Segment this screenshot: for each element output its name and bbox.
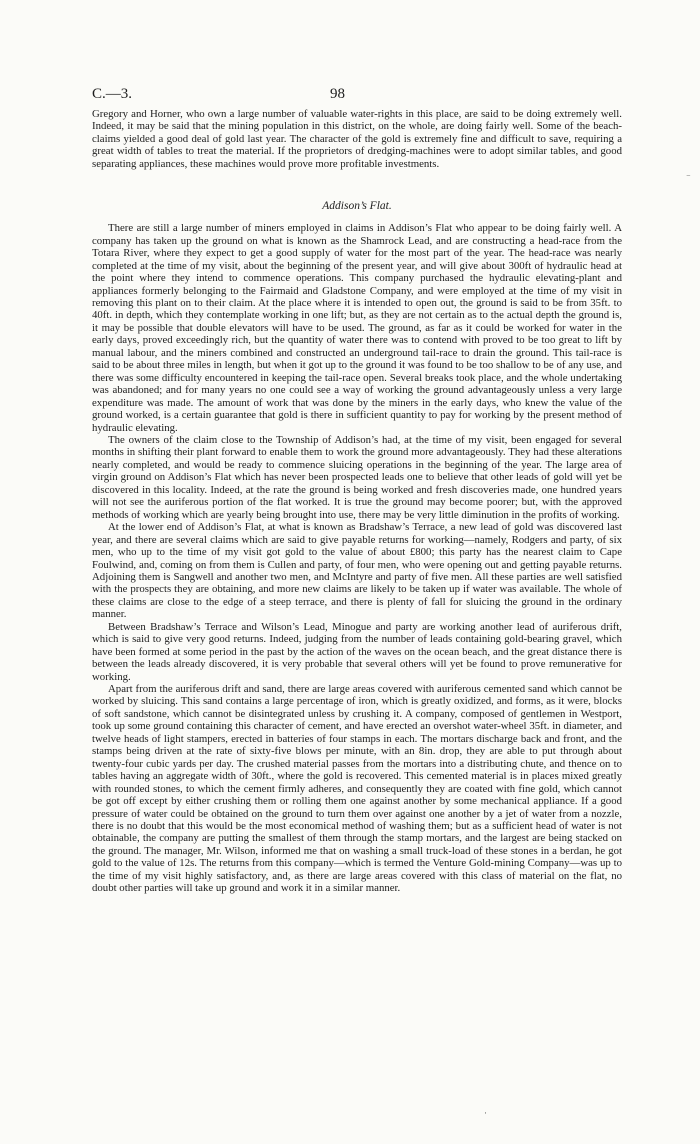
body-paragraph-3: At the lower end of Addison’s Flat, at what is known as Bradshaw’s Terrace, a new lead of gold was discovered last year, and there are several claims which are said to give payable returns for working—namely, Rodgers and party, of six men, who up to the time of my visit got gold to the value of about £800; this party has the nearest claim to Cape Foulwind, and, coming on from them is Cullen and party, of four men, who were opening out and getting payable returns. Adjoining them is Sangwell and another two men, and McIntyre and party of five men. All these parties are well satisfied with the prospects they are obtaining, and more new claims are likely to be taken up if water was available. The whole of these claims are close to the edge of a steep terrace, and there is plenty of fall for sluicing the ground in the ordinary manner. bbox=[92, 521, 622, 621]
body-paragraph-2: The owners of the claim close to the Township of Addison’s had, at the time of my visit, been engaged for several months in shifting their plant forward to enable them to work the ground more advantageously. They had these alterations nearly completed, and would be ready to commence sluicing operations in the beginning of the year. The large area of virgin ground on Addison’s Flat which has never been prospected leads one to believe that other leads of gold will yet be discovered in this locality. Indeed, at the rate the ground is being worked and fresh discoveries made, one hundred years will not see the auriferous portion of the flat worked. It is true the ground may become poorer; but, with the approved methods of working which are yearly being brought into use, there may be very little diminution in the profits of working. bbox=[92, 433, 622, 521]
page-number: 98 bbox=[330, 86, 345, 102]
page-header bbox=[0, 86, 700, 106]
body-paragraph-5: Apart from the auriferous drift and sand, there are large areas covered with auriferous cemented sand which cannot be worked by sluicing. This sand contains a large percentage of iron, which is greatly oxidized, and forms, as it were, blocks of soft sandstone, which cannot be disintegrated unless by crushing it. A company, composed of gentlemen in Westport, took up some ground containing this character of cement, and have erected an overshot water-wheel 35ft. in diameter, and twelve heads of light stampers, erected in batteries of four stamps in each. The mortars discharge back and front, and the stamps being driven at the rate of sixty-five blows per minute, with an 8in. drop, they are able to put through about twenty-four cubic yards per day. The crushed material passes from the mortars into a distributing chute, and thence on to tables having an aggregate width of 30ft., where the gold is recovered. This cemented material is in places mixed greatly with rounded stones, to which the cement firmly adheres, and consequently they are coated with fine gold, which cannot be got off except by either crushing them or rolling them one against another by some mechanical appliance. If a good pressure of water could be obtained on the ground to turn them over against one another by a jet of water from a nozzle, there is no doubt that this would be the most economical method of washing them; but as a sufficient head of water is not obtainable, the company are putting the smallest of them through the stamp mortars, and the largest are being stacked on the ground. The manager, Mr. Wilson, informed me that on washing a small truck-load of these stones in a berdan, he got gold to the value of 12s. The returns from this company—which is termed the Venture Gold-mining Company—was up to the time of my visit highly satisfactory, and, as there are large areas covered with this class of material on the flat, no doubt other parties will take up ground and work it in a similar manner. bbox=[92, 683, 622, 895]
report-code: C.—3. bbox=[92, 86, 133, 102]
body-paragraph-4: Between Bradshaw’s Terrace and Wilson’s Lead, Minogue and party are working another lead of auriferous drift, which is said to give very good returns. Indeed, judging from the number of leads containing gold-bearing gravel, which have been formed at some period in the past by the action of the waves on the ocean beach, and the great distance there is between the leads already discovered, it is very probable that several others will yet be found to prove remunerative for working. bbox=[92, 620, 622, 683]
margin-mark: ⁻ bbox=[686, 172, 691, 182]
section-heading: Addison’s Flat. bbox=[322, 200, 392, 213]
page-body bbox=[92, 108, 622, 895]
footer-mark: · bbox=[484, 1108, 487, 1118]
body-paragraph-1: There are still a large number of miners employed in claims in Addison’s Flat who appear to be doing fairly well. A company has taken up the ground on what is known as the Shamrock Lead, and are constructing a head-race from the Totara River, where they expect to get a good supply of water for the most part of the year. The head-race was nearly completed at the time of my visit, about the beginning of the present year, and will give about 300ft of hydraulic head at the point where they intend to commence operations. This company purchased the hydraulic elevating-plant and appliances formerly belonging to the Fairmaid and Gladstone Company, and were employed at the time of my visit in removing this plant on to their claim. At the place where it is intended to open out, the ground is said to be from 35ft. to 40ft. in depth, which they contemplate working in one lift; but, as they are not certain as to the actual depth the ground is, it may be possible that double elevators will have to be used. The ground, as far as it could be worked for water in the early days, proved exceedingly rich, but the quantity of water there was to contend with proved to be too great to lift by manual labour, and the miners combined and constructed an underground tail-race to drain the ground. This tail-race is said to be about three miles in length, but when it got up to the ground it was found to be too shallow to be of any use, and there was some difficulty encountered in keeping the tail-race open. Several breaks took place, and the whole undertaking was abandoned; and for many years no one could see a way of working the ground advantageously unless a very large expenditure was made. The amount of work that was done by the miners in the early days, who knew the value of the ground worked, is a certain guarantee that gold is there in sufficient quantity to pay for working by the present method of hydraulic elevating. bbox=[92, 222, 622, 434]
intro-paragraph: Gregory and Horner, who own a large number of valuable water-rights in this place, are said to be doing extremely well. Indeed, it may be said that the mining population in this district, on the whole, are doing fairly well. Some of the beach-claims yielded a good deal of gold last year. The character of the gold is extremely fine and difficult to save, requiring a great width of tables to treat the material. If the proprietors of dredging-machines were to adopt similar tables, and good separating appliances, these machines would prove more profitable investments. bbox=[92, 108, 622, 170]
